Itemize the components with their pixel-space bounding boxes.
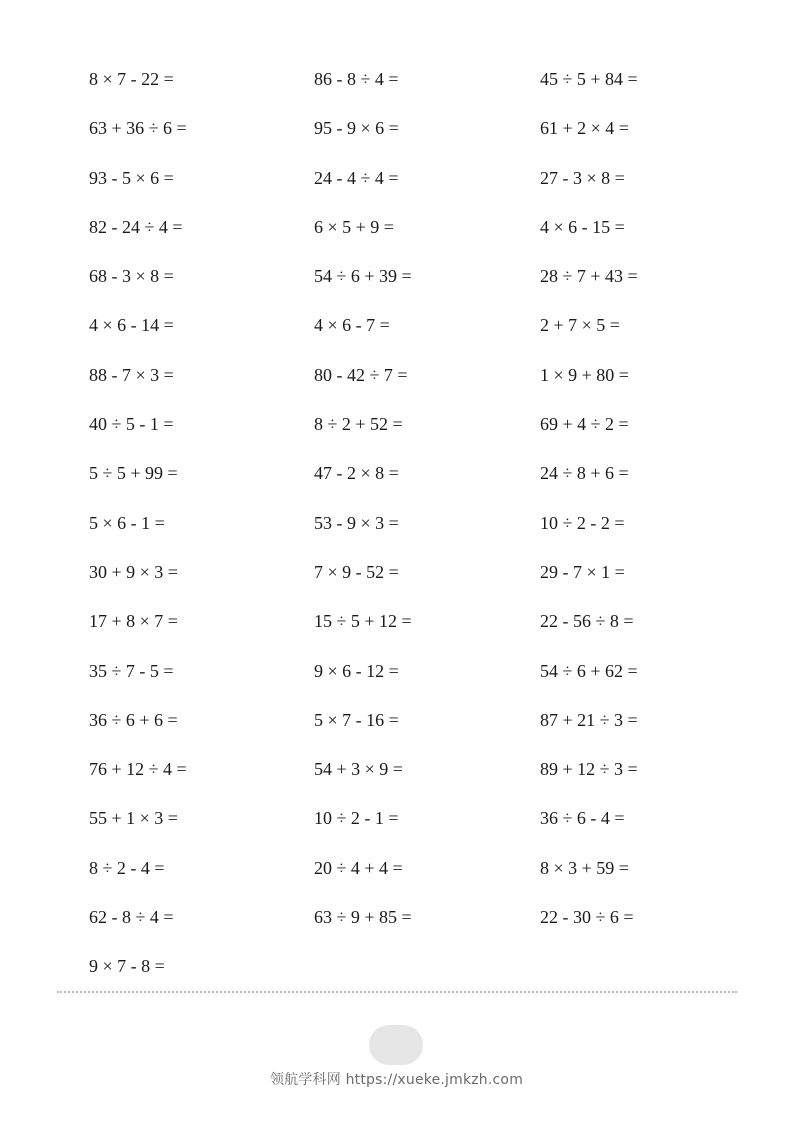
math-problem: 95 - 9 × 6 = — [314, 118, 399, 139]
math-problem: 87 + 21 ÷ 3 = — [540, 709, 638, 730]
math-problem: 62 - 8 ÷ 4 = — [89, 907, 174, 928]
page-number-badge — [369, 1025, 423, 1065]
math-problem: 24 ÷ 8 + 6 = — [540, 463, 629, 484]
math-problem: 80 - 42 ÷ 7 = — [314, 364, 408, 385]
math-problem: 9 × 7 - 8 = — [89, 956, 165, 977]
math-problem: 89 + 12 ÷ 3 = — [540, 759, 638, 780]
math-problem: 20 ÷ 4 + 4 = — [314, 857, 403, 878]
math-problem: 86 - 8 ÷ 4 = — [314, 69, 399, 89]
math-problem: 22 - 30 ÷ 6 = — [540, 907, 634, 928]
math-problem: 36 ÷ 6 + 6 = — [89, 709, 178, 730]
math-problem: 6 × 5 + 9 = — [314, 216, 394, 237]
math-problem: 40 ÷ 5 - 1 = — [89, 414, 174, 435]
math-problem: 5 ÷ 5 + 99 = — [89, 463, 178, 484]
math-problem: 45 ÷ 5 + 84 = — [540, 69, 638, 89]
math-problem: 29 - 7 × 1 = — [540, 561, 625, 582]
math-problem: 15 ÷ 5 + 12 = — [314, 611, 412, 632]
math-problem: 63 ÷ 9 + 85 = — [314, 907, 412, 928]
math-problem: 9 × 6 - 12 = — [314, 660, 399, 681]
math-problem: 54 ÷ 6 + 62 = — [540, 660, 638, 681]
math-problem: 8 ÷ 2 + 52 = — [314, 414, 403, 435]
math-problem: 54 ÷ 6 + 39 = — [314, 266, 412, 287]
math-problem: 2 + 7 × 5 = — [540, 315, 620, 336]
problem-column-2 — [314, 55, 534, 942]
math-problem: 17 + 8 × 7 = — [89, 611, 178, 632]
math-problem: 82 - 24 ÷ 4 = — [89, 216, 183, 237]
math-problem: 4 × 6 - 15 = — [540, 216, 625, 237]
math-problem: 24 - 4 ÷ 4 = — [314, 167, 399, 188]
math-problem: 88 - 7 × 3 = — [89, 364, 174, 385]
math-problem: 5 × 6 - 1 = — [89, 512, 165, 533]
math-problem: 61 + 2 × 4 = — [540, 118, 629, 139]
math-problem: 53 - 9 × 3 = — [314, 512, 399, 533]
footer-watermark: 领航学科网 https://xueke.jmkzh.com — [269, 1072, 524, 1088]
math-problem: 22 - 56 ÷ 8 = — [540, 611, 634, 632]
math-problem: 8 ÷ 2 - 4 = — [89, 857, 165, 878]
math-problem: 93 - 5 × 6 = — [89, 167, 174, 188]
math-problem: 28 ÷ 7 + 43 = — [540, 266, 638, 287]
problem-column-3 — [540, 55, 760, 942]
math-problem: 4 × 6 - 7 = — [314, 315, 390, 336]
math-problem: 10 ÷ 2 - 2 = — [540, 512, 625, 533]
math-problem: 5 × 7 - 16 = — [314, 709, 399, 730]
math-problem: 36 ÷ 6 - 4 = — [540, 808, 625, 829]
problem-column-1 — [89, 55, 309, 992]
math-problem: 76 + 12 ÷ 4 = — [89, 759, 187, 780]
math-problem: 69 + 4 ÷ 2 = — [540, 414, 629, 435]
math-problem: 35 ÷ 7 - 5 = — [89, 660, 174, 681]
dotted-divider — [57, 991, 737, 993]
math-problem: 4 × 6 - 14 = — [89, 315, 174, 336]
math-problem: 7 × 9 - 52 = — [314, 561, 399, 582]
math-problem: 1 × 9 + 80 = — [540, 364, 629, 385]
math-problem: 10 ÷ 2 - 1 = — [314, 808, 399, 829]
math-problem: 8 × 7 - 22 = — [89, 69, 174, 89]
math-problem: 27 - 3 × 8 = — [540, 167, 625, 188]
math-problem: 8 × 3 + 59 = — [540, 857, 629, 878]
math-problem: 30 + 9 × 3 = — [89, 561, 178, 582]
math-problem: 68 - 3 × 8 = — [89, 266, 174, 287]
math-problem: 55 + 1 × 3 = — [89, 808, 178, 829]
math-problem: 54 + 3 × 9 = — [314, 759, 403, 780]
math-problem: 47 - 2 × 8 = — [314, 463, 399, 484]
math-problem: 63 + 36 ÷ 6 = — [89, 118, 187, 139]
